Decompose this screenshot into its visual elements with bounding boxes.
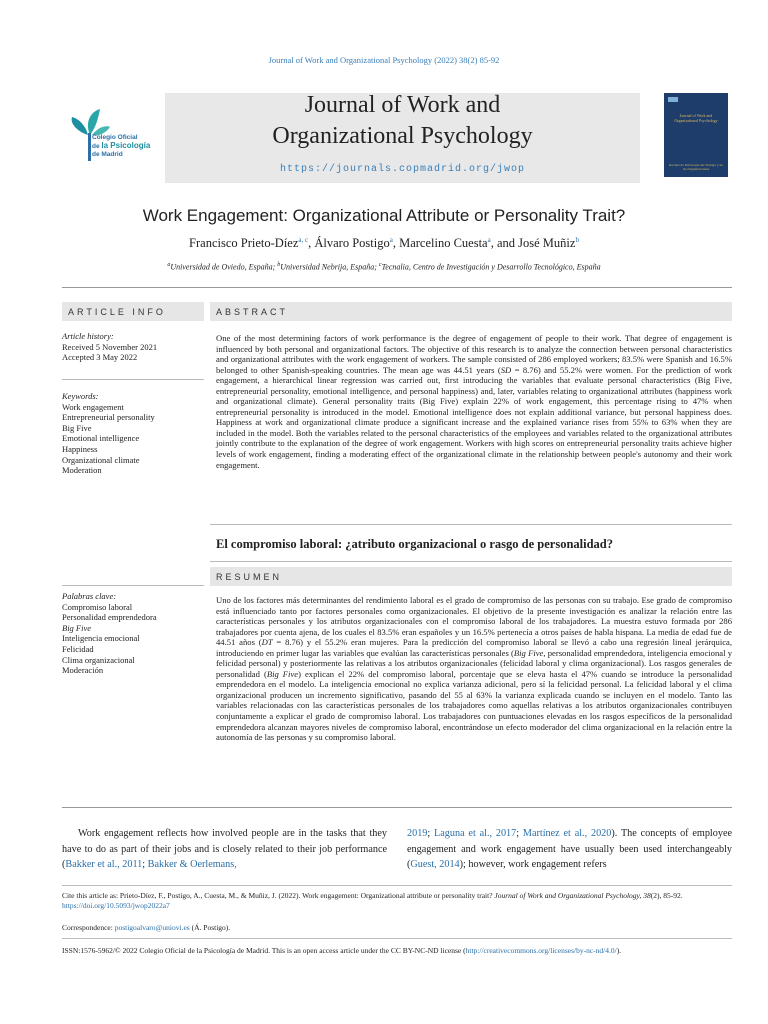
- spanish-title: El compromiso laboral: ¿atributo organizacional o rasgo de personalidad?: [216, 537, 613, 551]
- citation-link[interactable]: Bakker & Oerlemans,: [147, 859, 237, 870]
- affiliations: $^a$Universidad de Oviedo, España; $^b$Universidad Nebrija, España; $^c$Tecnalia, Centro de Investigación y Desarrollo Tecnológico, España: [167, 262, 601, 272]
- running-head: Journal of Work and Organizational Psychology (2022) 38(2) 85-92: [268, 55, 500, 65]
- logo-text: Colegio Oficial de la Psicología de Madrid: [92, 134, 151, 158]
- journal-url-link[interactable]: https://journals.copmadrid.org/jwop: [279, 164, 526, 175]
- author-affil-mark[interactable]: a, c: [298, 236, 309, 244]
- email-link[interactable]: postigoalvaro@uniovi.es: [114, 923, 190, 932]
- affiliation: Universidad de Oviedo, España;: [170, 262, 278, 272]
- keyword: Emotional intelligence: [62, 433, 140, 444]
- correspondence: Correspondence: postigoalvaro@uniovi.es (Á. Postigo).: [62, 923, 231, 932]
- journal-cover-image: Journal of Work and Organizational Psychology Revista de Psicología del Trabajo y de las Organizaciones: [664, 93, 728, 177]
- divider: [210, 561, 732, 562]
- keyword: Big Five: [62, 622, 92, 633]
- affiliation: Tecnalia, Centro de Investigación y Desarrollo Tecnológico, España: [381, 262, 601, 272]
- keyword: Organizational climate: [62, 454, 140, 465]
- divider: [62, 585, 204, 586]
- divider: [62, 885, 732, 886]
- author-name: Francisco Prieto-Díez: [189, 236, 299, 251]
- author-affil-mark[interactable]: b: [575, 236, 579, 244]
- issn-license: ISSN:1576-5962/© 2022 Colegio Oficial de la Psicología de Madrid. This is an open access article under the CC BY-NC-ND license (http://creativecommons.org/licenses/by-nc-nd/4.0/).: [62, 946, 622, 955]
- article-info-heading: ARTICLE INFO: [62, 302, 204, 321]
- keyword: Big Five: [62, 422, 92, 433]
- author-name: Marcelino Cuesta: [399, 236, 488, 251]
- keyword: Personalidad emprendedora: [62, 612, 157, 623]
- article-info-section: [62, 302, 204, 321]
- body-column-left: Work engagement reflects how involved people are in the tasks that they have to do as part of their jobs and is closely related to their job performance (Bakker et al., 2011; Bakker & Oerlemans,: [62, 828, 387, 870]
- divider: [62, 807, 732, 808]
- abstract-text: One of the most determining factors of work performance is the degree of engagement of people to their work. That degree of engagement is influenced by both personal and organizational factors. The objective of this research is to analyze the connection between personal characteristics and organizational attributes with the work engagement of workers. The sample consisted of 286 employed workers; 83.5% were Spanish and 16.5% belonged to other Spanish-speaking countries. The mean age was 44.51 years (SD = 8.76) and 55.2% were women. For the prediction of work engagement, a hierarchical linear regression was carried out, first introducing the variables that evaluate personal characteristics (Big Five, entrepreneurial personality, emotional intelligence, and personal happiness) and, later, variables relating to organizational attributes (happiness work and organizational climate). General personality traits (Big Five) explain 22% of work engagement, this percentage rising to 47% when entrepreneurial personality is introduced in the model. Emotional intelligence does not explain additional variance, but personal happiness does. Happiness at work and organizational climate produce a significant increase and the explained variance rises from 55% to 63% when they are included in the model. Both the variables related to the personal characteristics of the employees and variables related to the organizational attributes jointly contribute to the explanation of the degree of work engagement. Workers with high scores on entrepreneurial personality traits achieve higher levels of work engagement, finding a moderating effect of the organizational climate in the relationship between people's autonomy and their work engagement.: [216, 333, 732, 470]
- citation-note: Cite this article as: Prieto-Díez, F., Postigo, A., Cuesta, M., & Muñiz, J. (2022). Work engagement: Organizational attribute or personality trait? Journal of Work and Organizational Psychology, 38(2), 85-92. https://doi.org/10.5093/jwop2022a7: [62, 891, 683, 910]
- keyword: Moderation: [62, 465, 102, 476]
- author-name: José Muñiz: [518, 236, 576, 251]
- author-affil-mark[interactable]: a: [487, 236, 491, 244]
- author-name: Álvaro Postigo: [314, 236, 390, 251]
- keyword: Work engagement: [62, 401, 124, 412]
- doi-link[interactable]: https://doi.org/10.5093/jwop2022a7: [62, 900, 170, 910]
- abstract-heading: ABSTRACT: [210, 302, 732, 321]
- author-list: Francisco Prieto-Díez$^{a, c}$, Álvaro Postigo$^a$, Marcelino Cuesta$^a$, and José Muñiz$^b$: [189, 236, 579, 251]
- cover-logo-icon: [668, 97, 678, 102]
- citation-link[interactable]: Bakker et al., 2011: [65, 859, 143, 870]
- keyword: Inteligencia emocional: [62, 633, 140, 644]
- resumen-text: Uno de los factores más determinantes del rendimiento laboral es el grado de compromiso de las personas con su trabajo. Ese grado de compromiso está influenciado tanto por factores personales como organizacionales. El objetivo de la presente investigación es analizar la relación entre las características personales y los atributos organizacionales con el compromiso laboral de los trabajadores. La muestra estuvo formada por 286 trabajadores por cuenta ajena, de los cuales el 83.5% eran españoles y un 16.5% pertenecía a otros países de habla hispana. La media de edad fue de 44.51 años (DT = 8.76) y el 55.2% eran mujeres. Para la predicción del compromiso laboral se llevó a cabo una regresión lineal jerárquica, introduciendo en primer lugar las variables que evalúan las características personales (Big Five, personalidad emprendedora, inteligencia emocional y felicidad personal) y posteriormente las relativas a los atributos organizacionales (felicidad laboral y clima organizacional). Los rasgos generales de personalidad (Big Five) explican el 22% del compromiso laboral, porcentaje que se eleva hasta el 47% cuando se introduce la personalidad emprendedora en el modelo. La inteligencia emocional no explica varianza adicional, pero sí la felicidad personal. La felicidad laboral y el clima organizacional producen un incremento significativo, pasando del 55 al 63% la varianza explicada cuando se incluyen en el modelo. Tanto las variables relacionadas con las características personales de los trabajadores como aquellas relativas a los atributos organizacionales contribuyen conjuntamente a explicar el grado de compromiso laboral. Los trabajadores con puntuaciones elevadas en los rasgos específicos de la personalidad emprendedora alcanzan mayores niveles de compromiso laboral, encontrándose un efecto moderador del clima organizacional en la relación entre la autonomía de las personas y su compromiso laboral.: [216, 595, 732, 743]
- divider: [62, 938, 732, 939]
- divider: [62, 287, 732, 288]
- divider: [62, 379, 204, 380]
- keyword: Clima organizacional: [62, 654, 135, 665]
- author-affil-mark[interactable]: a: [389, 236, 393, 244]
- keyword: Compromiso laboral: [62, 601, 133, 612]
- citation-link[interactable]: Guest, 2014: [410, 859, 460, 870]
- keyword: Felicidad: [62, 643, 94, 654]
- citation-link[interactable]: 2019: [407, 828, 428, 839]
- citation-link[interactable]: Laguna et al., 2017: [434, 828, 517, 839]
- paper-title: Work Engagement: Organizational Attribute or Personality Trait?: [142, 206, 626, 225]
- keyword: Moderación: [62, 665, 104, 676]
- body-column-right: 2019; Laguna et al., 2017; Martínez et al., 2020). The concepts of employee engagement and work engagement have usually been used interchangeably (Guest, 2014); however, work engagement refers: [407, 828, 732, 870]
- keywords-box: Keywords: Work engagement Entrepreneurial personality Big Five Emotional intelligence Happiness Organizational climate Moderation: [62, 391, 204, 476]
- affiliation: Universidad Nebrija, España;: [280, 262, 379, 272]
- palabras-clave-box: Palabras clave: Compromiso laboral Personalidad emprendedora Big Five Inteligencia emocional Felicidad Clima organizacional Moderación: [62, 591, 204, 676]
- license-link[interactable]: http://creativecommons.org/licenses/by-nc-nd/4.0/: [465, 946, 617, 955]
- resumen-heading: RESUMEN: [210, 567, 732, 586]
- citation-link[interactable]: Martínez et al., 2020: [522, 828, 612, 839]
- divider: [210, 524, 732, 525]
- journal-title: Journal of Work and Organizational Psychology: [272, 92, 533, 149]
- resumen-section: [210, 567, 732, 586]
- keyword: Happiness: [62, 443, 98, 454]
- keyword: Entrepreneurial personality: [62, 412, 155, 423]
- abstract-section: [210, 302, 732, 321]
- article-history: Article history: Received 5 November 2021 Accepted 3 May 2022: [62, 331, 158, 363]
